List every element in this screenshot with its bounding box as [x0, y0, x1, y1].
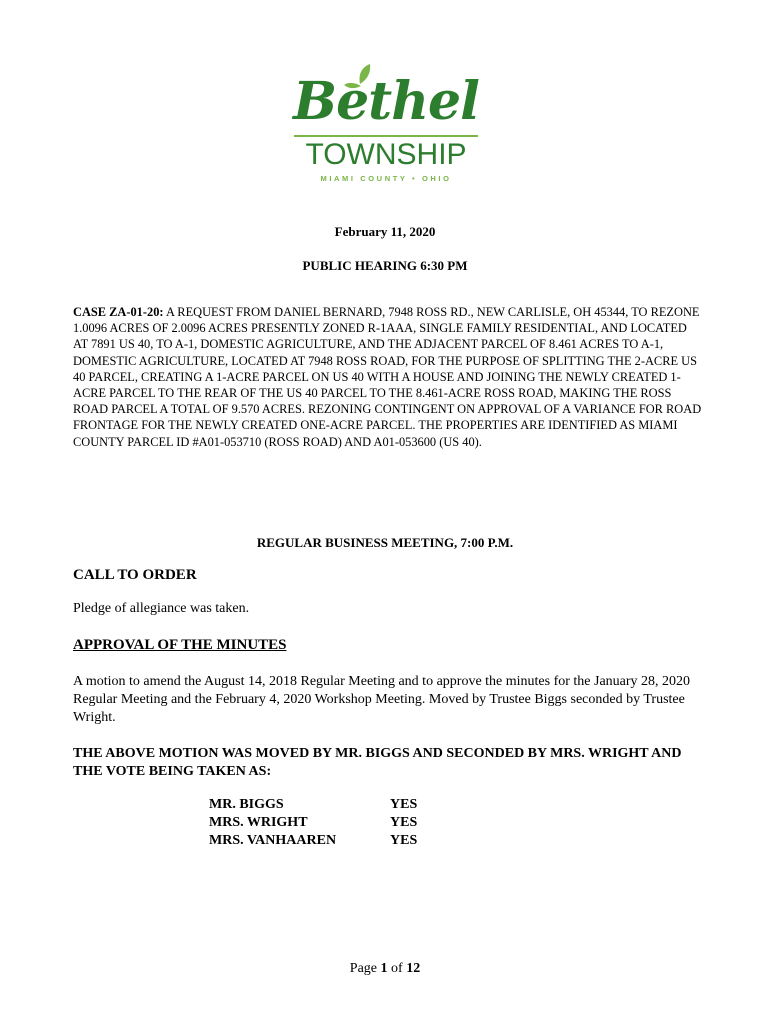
page-number	[0, 961, 770, 977]
public-hearing-title: PUBLIC HEARING 6:30 PM	[302, 258, 468, 273]
current-page: 1	[380, 961, 388, 976]
vote-value: YES	[390, 833, 418, 848]
call-to-order-text: Pledge of allegiance was taken.	[73, 601, 250, 616]
of-word: of	[387, 961, 407, 976]
vote-row	[209, 797, 469, 815]
vote-value: YES	[390, 815, 418, 830]
total-pages: 12	[406, 961, 421, 976]
vote-row	[209, 833, 469, 851]
voter-name: MRS. VANHAAREN	[209, 833, 337, 848]
voter-name: MR. BIGGS	[209, 797, 284, 812]
logo-script-text: Bethel	[293, 71, 479, 132]
logo-township-text: TOWNSHIP	[305, 138, 467, 171]
minutes-motion-text: A motion to amend the August 14, 2018 Regular Meeting and to approve the minutes for the January 28, 2020 Regular Meeting and the February 4, 2020 Workshop Meeting. Moved by Trustee Biggs seconded by Trustee Wright.	[73, 674, 691, 725]
case-text: A REQUEST FROM DANIEL BERNARD, 7948 ROSS RD., NEW CARLISLE, OH 45344, TO REZONE 1.0096 ACRES OF 2.0096 ACRES PRESENTLY ZONED R-1AAA, SINGLE FAMILY RESIDENTIAL, AND LOCATED AT 7891 US 40, TO A-1, DOMESTIC AGRICULTURE, AND THE ADJACENT PARCEL OF 8.461 ACRES TO A-1, DOMESTIC AGRICULTURE, LOCATED AT 7948 ROSS ROAD, FOR THE PURPOSE OF SPLITTING THE 2-ACRE US 40 PARCEL, CREATING A 1-ACRE PARCEL ON US 40 WITH A HOUSE AND JOINING THE NEWLY CREATED 1-ACRE PARCEL TO THE REAR OF THE US 40 PARCEL TO THE 8.461-ACRE ROSS ROAD, MAKING THE ROSS ROAD PARCEL A TOTAL OF 9.570 ACRES. REZONING CONTINGENT ON APPROVAL OF A VARIANCE FOR ROAD FRONTAGE FOR THE NEWLY CREATED ONE-ACRE PARCEL. THE PROPERTIES ARE IDENTIFIED AS MIAMI COUNTY PARCEL ID #A01-053710 (ROSS ROAD) AND A01-053600 (US 40).	[73, 305, 702, 449]
vote-table	[209, 797, 469, 851]
case-label: CASE ZA-01-20:	[73, 305, 164, 319]
case-description	[73, 304, 703, 450]
vote-row	[209, 815, 469, 833]
logo-county-text: MIAMI COUNTY • OHIO	[320, 174, 452, 183]
meeting-date: February 11, 2020	[334, 224, 436, 239]
voter-name: MRS. WRIGHT	[209, 815, 308, 830]
vote-value: YES	[390, 797, 418, 812]
page-word: Page	[349, 961, 381, 976]
bethel-township-logo	[288, 62, 484, 192]
motion-statement: THE ABOVE MOTION WAS MOVED BY MR. BIGGS AND SECONDED BY MRS. WRIGHT AND THE VOTE BEING TAKEN AS:	[73, 746, 682, 779]
call-to-order-heading: CALL TO ORDER	[73, 567, 197, 583]
approval-minutes-heading: APPROVAL OF THE MINUTES	[73, 637, 287, 653]
regular-meeting-title: REGULAR BUSINESS MEETING, 7:00 P.M.	[256, 535, 514, 550]
